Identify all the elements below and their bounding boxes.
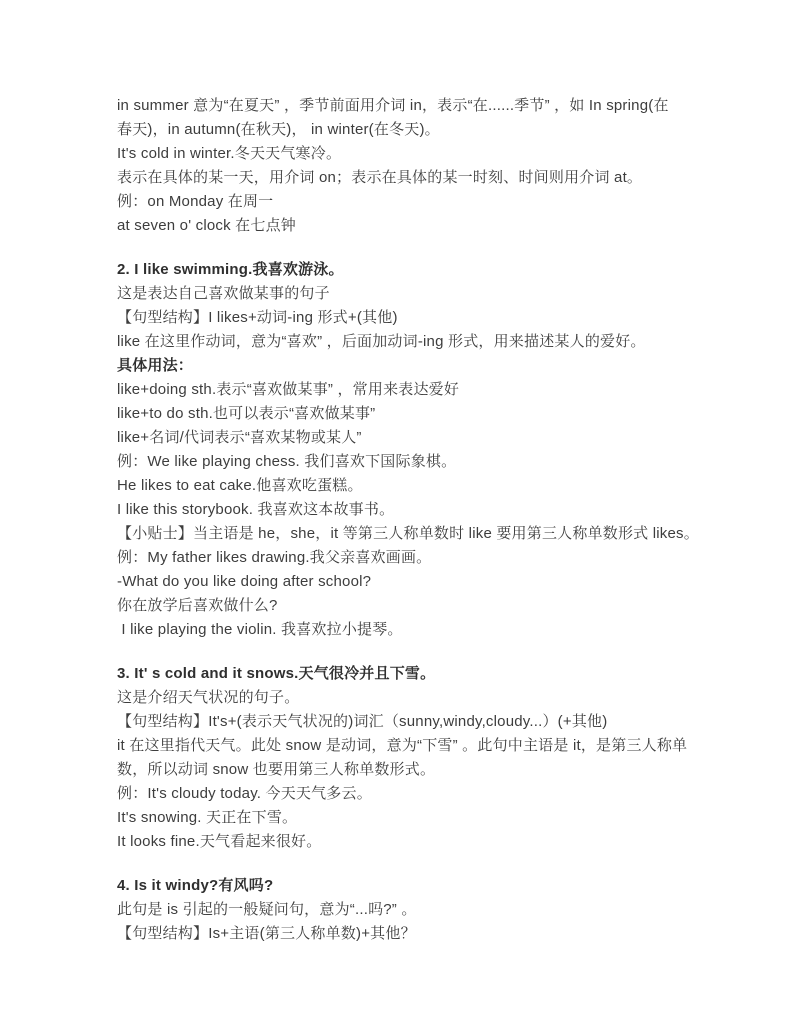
text-line: in summer 意为“在夏天” ，季节前面用介词 in，表示“在......季节” ，如 In spring(在: [117, 97, 669, 114]
text-line: 表示在具体的某一天，用介词 on；表示在具体的某一时刻、时间则用介词 at。: [117, 169, 643, 186]
text-line: 【句型结构】Is+主语(第三人称单数)+其他？: [117, 925, 416, 942]
text-line: 【句型结构】It's+(表示天气状况的)词汇（sunny,windy,cloudy...）(+其他): [117, 713, 608, 730]
text-line: like+to do sth.也可以表示“喜欢做某事”: [117, 405, 376, 422]
text-line: 例：on Monday 在周一: [117, 193, 274, 210]
text-line: It's cold in winter.冬天天气寒冷。: [117, 145, 342, 162]
text-line: at seven o' clock 在七点钟: [117, 217, 296, 234]
text-line: like+名词/代词表示“喜欢某物或某人”: [117, 429, 362, 446]
text-line: 例：My father likes drawing.我父亲喜欢画画。: [117, 549, 432, 566]
text-line: 这是表达自己喜欢做某事的句子: [117, 285, 330, 302]
text-line: 例：We like playing chess. 我们喜欢下国际象棋。: [117, 453, 457, 470]
text-line: I like playing the violin. 我喜欢拉小提琴。: [117, 621, 403, 638]
section-heading: 2. I like swimming.我喜欢游泳。: [117, 261, 344, 278]
text-line: 【句型结构】I likes+动词-ing 形式+(其他): [117, 309, 398, 326]
text-line: 数，所以动词 snow 也要用第三人称单数形式。: [117, 761, 436, 778]
text-line: It looks fine.天气看起来很好。: [117, 833, 322, 850]
section-its-cold-and-snows: [117, 662, 687, 854]
text-line: I like this storybook. 我喜欢这本故事书。: [117, 501, 395, 518]
text-line: like+doing sth.表示“喜欢做某事” ，常用来表达爱好: [117, 381, 460, 398]
text-line: like 在这里作动词，意为“喜欢” ，后面加动词-ing 形式，用来描述某人的爱好。: [117, 333, 646, 350]
text-line: 你在放学后喜欢做什么?: [117, 597, 278, 614]
section-is-it-windy: [117, 874, 687, 946]
text-line: 这是介绍天气状况的句子。: [117, 689, 300, 706]
text-line: It's snowing. 天正在下雪。: [117, 809, 298, 826]
text-line: 【小贴士】当主语是 he，she，it 等第三人称单数时 like 要用第三人称单数形式 likes。: [117, 525, 699, 542]
text-line: He likes to eat cake.他喜欢吃蛋糕。: [117, 477, 363, 494]
text-line: 此句是 is 引起的一般疑问句，意为“...吗?” 。: [117, 901, 417, 918]
section-i-like-swimming: [117, 258, 699, 642]
text-line: 春天)，in autumn(在秋天)， in winter(在冬天)。: [117, 121, 440, 138]
text-line: -What do you like doing after school?: [117, 573, 372, 590]
text-line: 例：It's cloudy today. 今天天气多云。: [117, 785, 372, 802]
section-heading: 3. It' s cold and it snows.天气很冷并且下雪。: [117, 665, 436, 682]
subheading-usage: 具体用法：: [117, 357, 194, 374]
document-text-block: [117, 94, 699, 946]
section-in-summer: [117, 94, 687, 238]
section-heading: 4. Is it windy?有风吗?: [117, 877, 274, 894]
text-line: it 在这里指代天气。此处 snow 是动词，意为“下雪” 。此句中主语是 it，是第三人称单: [117, 737, 688, 754]
